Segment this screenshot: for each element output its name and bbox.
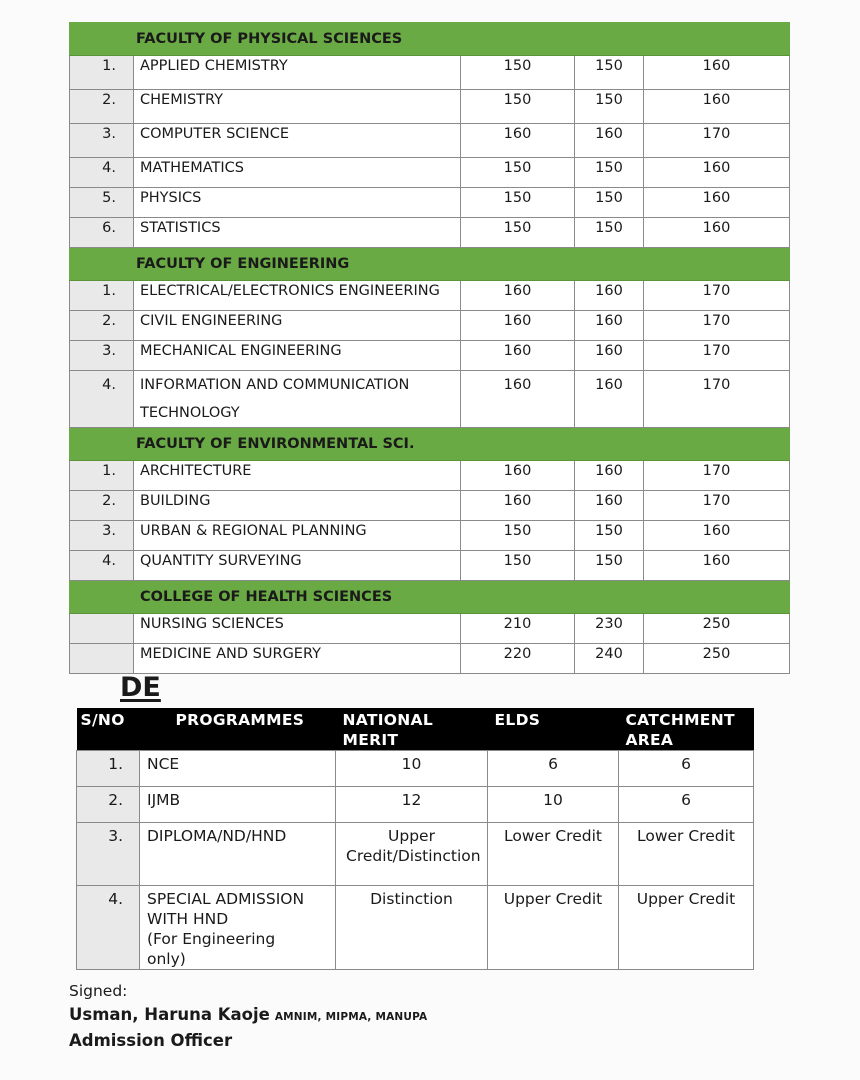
faculty-header-row [70, 428, 790, 461]
cutoff-mark-1: 160 [461, 491, 575, 521]
programme-name-text: DIPLOMA/ND/HND [147, 827, 287, 845]
header-national-merit: NATIONAL MERIT [336, 708, 488, 751]
catchment-requirement: 6 [619, 787, 754, 823]
cutoff-mark-3: 160 [644, 218, 790, 248]
cutoff-mark-2: 230 [575, 614, 644, 644]
serial-number: 1. [70, 56, 134, 90]
serial-number: 4. [77, 886, 140, 970]
cutoff-mark-2: 150 [575, 521, 644, 551]
signatory-qualifications: AMNIM, MIPMA, MANUPA [274, 1011, 428, 1023]
cutoff-mark-3: 160 [644, 521, 790, 551]
programme-row [70, 521, 790, 551]
faculty-header-row [70, 23, 790, 56]
programme-name [134, 341, 461, 371]
header-catchment-area: CATCHMENT AREA [619, 708, 754, 751]
programme-row [70, 218, 790, 248]
cutoff-mark-1: 150 [461, 90, 575, 124]
programme-row [70, 56, 790, 90]
cutoff-mark-2: 150 [575, 218, 644, 248]
signature-block [69, 980, 427, 1052]
signatory-role: Admission Officer [69, 1031, 233, 1050]
programme-name [134, 90, 461, 124]
cutoff-mark-3: 170 [644, 341, 790, 371]
cutoff-mark-2: 150 [575, 90, 644, 124]
cutoff-mark-1: 160 [461, 124, 575, 158]
de-programme-row [77, 886, 754, 970]
cutoff-marks-table [69, 22, 790, 674]
cutoff-mark-3: 170 [644, 491, 790, 521]
faculty-title: FACULTY OF ENGINEERING [70, 248, 790, 281]
cutoff-mark-2: 150 [575, 158, 644, 188]
serial-number: 6. [70, 218, 134, 248]
programme-name [134, 311, 461, 341]
de-programme-row [77, 751, 754, 787]
de-header-row [77, 708, 754, 751]
programme-name [134, 614, 461, 644]
cutoff-mark-1: 150 [461, 188, 575, 218]
programme-name [134, 218, 461, 248]
serial-number: 2. [70, 311, 134, 341]
cutoff-mark-1: 160 [461, 461, 575, 491]
header-elds: ELDS [488, 708, 619, 751]
programme-name [140, 823, 336, 886]
faculty-header-row [70, 248, 790, 281]
cutoff-mark-3: 170 [644, 281, 790, 311]
programme-name-text: INFORMATION AND COMMUNICATION [140, 377, 410, 393]
programme-name-text: MECHANICAL ENGINEERING [140, 343, 342, 359]
programme-name [140, 886, 336, 970]
national-merit-requirement: 12 [336, 787, 488, 823]
cutoff-mark-1: 150 [461, 56, 575, 90]
faculty-header-row [70, 581, 790, 614]
cutoff-mark-3: 160 [644, 551, 790, 581]
programme-name-text: CHEMISTRY [140, 92, 224, 108]
programme-row [70, 644, 790, 674]
cutoff-mark-1: 150 [461, 521, 575, 551]
cutoff-mark-3: 250 [644, 644, 790, 674]
programme-name [134, 461, 461, 491]
programme-name [134, 551, 461, 581]
programme-row [70, 124, 790, 158]
cutoff-mark-3: 170 [644, 371, 790, 428]
programme-row [70, 90, 790, 124]
programme-row [70, 341, 790, 371]
programme-row [70, 281, 790, 311]
cutoff-mark-3: 160 [644, 188, 790, 218]
programme-name-text: QUANTITY SURVEYING [140, 553, 302, 569]
serial-number: 3. [77, 823, 140, 886]
header-programmes: PROGRAMMES [140, 708, 336, 751]
programme-name [134, 644, 461, 674]
programme-name-line2: TECHNOLOGY [140, 405, 240, 421]
cutoff-mark-3: 160 [644, 158, 790, 188]
faculty-title: FACULTY OF PHYSICAL SCIENCES [70, 23, 790, 56]
programme-row [70, 371, 790, 428]
cutoff-mark-1: 160 [461, 311, 575, 341]
programme-name [134, 188, 461, 218]
programme-note: (For Engineering only) [147, 930, 276, 968]
cutoff-mark-2: 160 [575, 311, 644, 341]
cutoff-mark-3: 170 [644, 461, 790, 491]
serial-number: 1. [70, 281, 134, 311]
programme-name-text: NCE [147, 755, 180, 773]
cutoff-mark-2: 160 [575, 491, 644, 521]
cutoff-mark-1: 150 [461, 551, 575, 581]
programme-name [134, 124, 461, 158]
catchment-requirement: 6 [619, 751, 754, 787]
serial-number: 2. [70, 491, 134, 521]
programme-name [134, 371, 461, 428]
elds-requirement: 6 [488, 751, 619, 787]
de-programme-row [77, 787, 754, 823]
cutoff-mark-2: 150 [575, 188, 644, 218]
serial-number: 3. [70, 341, 134, 371]
programme-name [134, 158, 461, 188]
cutoff-mark-1: 150 [461, 218, 575, 248]
programme-row [70, 311, 790, 341]
de-requirements-table [76, 708, 754, 970]
cutoff-mark-1: 210 [461, 614, 575, 644]
cutoff-mark-1: 160 [461, 371, 575, 428]
programme-row [70, 158, 790, 188]
cutoff-mark-3: 170 [644, 124, 790, 158]
cutoff-mark-2: 150 [575, 56, 644, 90]
programme-name [140, 787, 336, 823]
cutoff-mark-3: 160 [644, 56, 790, 90]
cutoff-mark-2: 150 [575, 551, 644, 581]
cutoff-mark-2: 160 [575, 281, 644, 311]
programme-name-text: SPECIAL ADMISSION WITH HND [147, 890, 305, 928]
signed-label: Signed: [69, 982, 128, 1000]
elds-requirement: Lower Credit [488, 823, 619, 886]
programme-row [70, 188, 790, 218]
cutoff-mark-2: 160 [575, 124, 644, 158]
serial-number: 2. [70, 90, 134, 124]
cutoff-mark-2: 160 [575, 461, 644, 491]
cutoff-mark-3: 160 [644, 90, 790, 124]
de-section-heading: DE [120, 672, 161, 703]
national-merit-requirement: 10 [336, 751, 488, 787]
programme-row [70, 461, 790, 491]
header-sno: S/NO [77, 708, 140, 751]
programme-name-text: APPLIED CHEMISTRY [140, 58, 288, 74]
serial-number: 3. [70, 521, 134, 551]
elds-requirement: 10 [488, 787, 619, 823]
programme-row [70, 614, 790, 644]
national-merit-requirement: Distinction [336, 886, 488, 970]
serial-number [70, 644, 134, 674]
serial-number: 1. [70, 461, 134, 491]
programme-name-text: COMPUTER SCIENCE [140, 126, 290, 142]
catchment-requirement: Upper Credit [619, 886, 754, 970]
elds-requirement: Upper Credit [488, 886, 619, 970]
cutoff-mark-1: 160 [461, 341, 575, 371]
serial-number: 3. [70, 124, 134, 158]
programme-name-text: CIVIL ENGINEERING [140, 313, 283, 329]
serial-number: 2. [77, 787, 140, 823]
cutoff-mark-3: 250 [644, 614, 790, 644]
programme-row [70, 491, 790, 521]
programme-name-text: BUILDING [140, 493, 211, 509]
programme-row [70, 551, 790, 581]
programme-name-text: PHYSICS [140, 190, 202, 206]
programme-name [140, 751, 336, 787]
cutoff-mark-2: 160 [575, 371, 644, 428]
programme-name-text: MATHEMATICS [140, 160, 244, 176]
programme-name-text: ELECTRICAL/ELECTRONICS ENGINEERING [140, 283, 440, 299]
programme-name-text: STATISTICS [140, 220, 221, 236]
serial-number: 4. [70, 158, 134, 188]
faculty-title: FACULTY OF ENVIRONMENTAL SCI. [70, 428, 790, 461]
programme-name-text: MEDICINE AND SURGERY [140, 646, 321, 662]
cutoff-mark-1: 150 [461, 158, 575, 188]
programme-name [134, 281, 461, 311]
cutoff-mark-2: 160 [575, 341, 644, 371]
cutoff-mark-1: 220 [461, 644, 575, 674]
programme-name [134, 491, 461, 521]
programme-name [134, 521, 461, 551]
serial-number [70, 614, 134, 644]
signatory-name: Usman, Haruna Kaoje [69, 1005, 270, 1024]
serial-number: 4. [70, 371, 134, 428]
programme-name-text: IJMB [147, 791, 181, 809]
cutoff-mark-1: 160 [461, 281, 575, 311]
catchment-requirement: Lower Credit [619, 823, 754, 886]
serial-number: 1. [77, 751, 140, 787]
cutoff-mark-2: 240 [575, 644, 644, 674]
serial-number: 5. [70, 188, 134, 218]
programme-name-text: ARCHITECTURE [140, 463, 252, 479]
faculty-title: COLLEGE OF HEALTH SCIENCES [70, 581, 790, 614]
national-merit-requirement: Upper Credit/Distinction [336, 823, 488, 886]
programme-name-text: NURSING SCIENCES [140, 616, 284, 632]
programme-name-text: URBAN & REGIONAL PLANNING [140, 523, 367, 539]
serial-number: 4. [70, 551, 134, 581]
cutoff-mark-3: 170 [644, 311, 790, 341]
programme-name [134, 56, 461, 90]
de-programme-row [77, 823, 754, 886]
